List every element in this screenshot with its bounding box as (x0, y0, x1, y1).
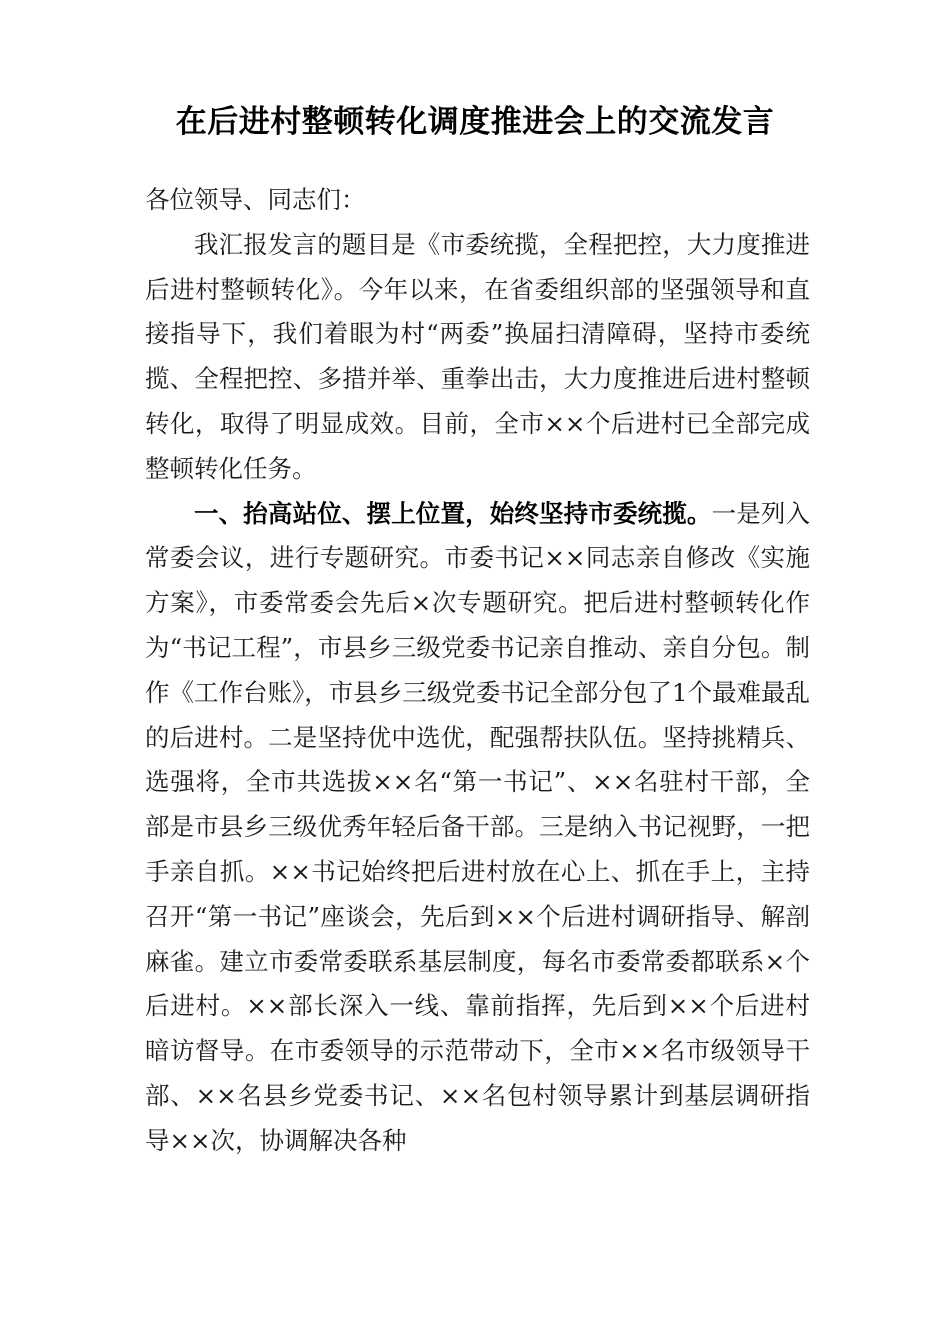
salutation: 各位领导、同志们： (145, 185, 366, 214)
paragraph-section-1 (145, 492, 810, 1164)
section-1-heading: 一、抬高站位、摆上位置，始终坚持市委统揽。 (194, 498, 712, 528)
paragraph-intro: 我汇报发言的题目是《市委统揽，全程把控，大力度推进后进村整顿转化》。今年以来，在省委组织部的坚强领导和直接指导下，我们着眼为村“两委”换届扫清障碍，坚持市委统揽、全程把控、多措并举、重拳出击，大力度推进后进村整顿转化，取得了明显成效。目前，全市××个后进村已全部完成整顿转化任务。 (145, 229, 810, 483)
document-title: 在后进村整顿转化调度推进会上的交流发言 (175, 104, 775, 140)
section-1-body: 一是列入常委会议，进行专题研究。市委书记××同志亲自修改《实施方案》，市委常委会先后×次专题研究。把后进村整顿转化作为“书记工程”，市县乡三级党委书记亲自推动、亲自分包。制作《工作台账》，市县乡三级党委书记全部分包了1个最难最乱的后进村。二是坚持优中选优，配强帮扶队伍。坚持挑精兵、选强将，全市共选拔××名“第一书记”、××名驻村干部，全部是市县乡三级优秀年轻后备干部。三是纳入书记视野，一把手亲自抓。××书记始终把后进村放在心上、抓在手上，主持召开“第一书记”座谈会，先后到××个后进村调研指导、解剖麻雀。建立市委常委联系基层制度，每名市委常委都联系×个后进村。××部长深入一线、靠前指挥，先后到××个后进村暗访督导。在市委领导的示范带动下，全市××名市级领导干部、××名县乡党委书记、××名包村领导累计到基层调研指导××次，协调解决各种 (145, 498, 810, 1155)
document-body (145, 178, 810, 1164)
